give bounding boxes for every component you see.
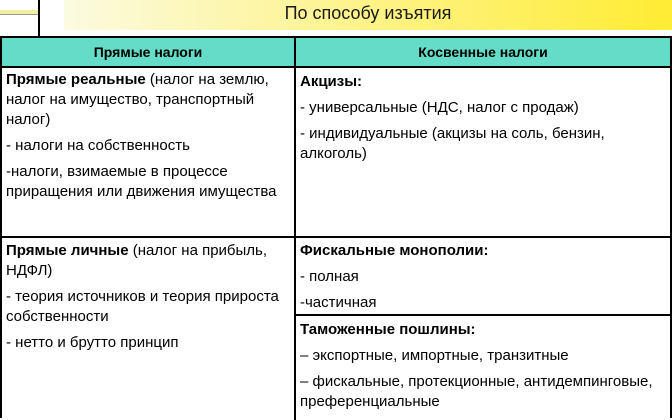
list-item: – фискальные, протекционные, антидемпинговые, преференциальные — [300, 373, 653, 410]
list-item: - индивидуальные (акцизы на соль, бензин, алкоголь) — [300, 125, 605, 162]
direct-personal-title: Прямые личные — [6, 242, 129, 259]
table-header — [2, 38, 670, 68]
monopoly-title: Фискальные монополии: — [300, 242, 489, 259]
list-item: - универсальные (НДС, налог с продаж) — [300, 99, 579, 116]
direct-real-heading — [6, 70, 290, 130]
list-item: - нетто и брутто принцип — [6, 334, 179, 351]
list-item: -налоги, взимаемые в процессе приращения или движения имущества — [6, 163, 277, 200]
excise-heading — [300, 72, 666, 92]
tax-table — [0, 36, 672, 418]
direct-personal-heading — [6, 241, 290, 281]
customs-heading — [300, 320, 666, 340]
page-title: По способу изъятия — [284, 3, 452, 23]
decorative-line — [38, 0, 40, 36]
direct-real-desc: (налог на землю, налог на имущество, транспортный налог) — [6, 71, 269, 128]
direct-real-title: Прямые реальные — [6, 71, 146, 88]
excise-title: Акцизы: — [300, 73, 363, 90]
direct-personal-desc: (налог на прибыль, НДФЛ) — [6, 242, 268, 279]
header-direct-taxes: Прямые налоги — [93, 44, 203, 60]
cell-fiscal-monopolies — [300, 241, 666, 319]
list-item: – экспортные, импортные, транзитные — [300, 347, 569, 364]
customs-title: Таможенные пошлины: — [300, 321, 476, 338]
row-divider-right — [296, 236, 670, 238]
list-item: - налоги на собственность — [6, 137, 190, 154]
cell-direct-personal — [6, 241, 290, 359]
list-item: -частичная — [300, 294, 377, 311]
list-item: - теория источников и теория прироста собственности — [6, 288, 279, 325]
cell-direct-real — [6, 70, 290, 208]
row-divider-left — [2, 236, 294, 238]
monopoly-heading — [300, 241, 666, 261]
header-indirect-taxes: Косвенные налоги — [418, 44, 548, 60]
cell-excise — [300, 72, 666, 170]
decorative-bar — [0, 10, 38, 15]
column-divider — [294, 38, 296, 420]
list-item: - полная — [300, 268, 359, 285]
title-banner — [64, 0, 672, 30]
cell-customs-duties — [300, 320, 666, 418]
